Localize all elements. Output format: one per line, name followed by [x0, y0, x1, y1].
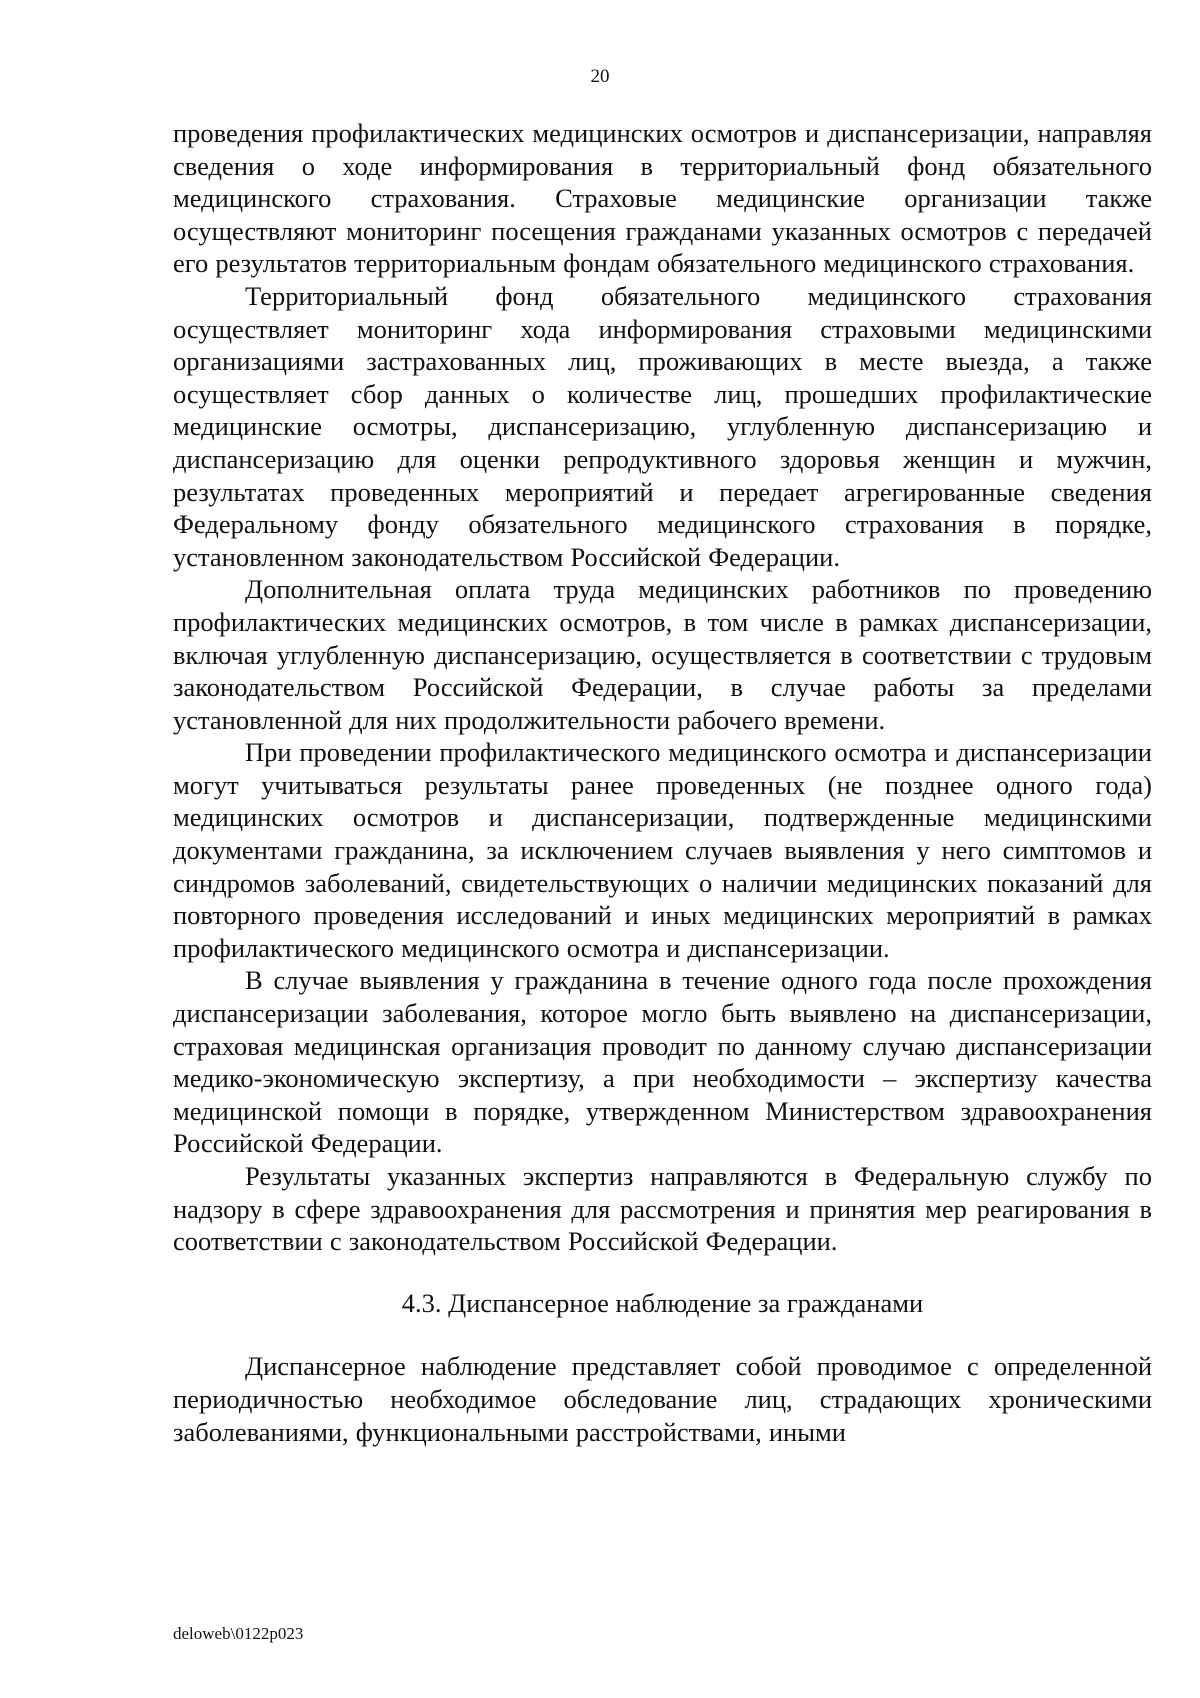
paragraph-6: Результаты указанных экспертиз направляются в Федеральную службу по надзору в сфере здравоохранения для рассмотрения и принятия мер реагирования в соответствии с законодательством Российской Федерации.: [173, 1161, 1152, 1257]
paragraph-1: проведения профилактических медицинских осмотров и диспансеризации, направляя сведения о ходе информирования в территориальный фонд обязательного медицинского страхования. Страховые медицинские организации также осуществляют мониторинг посещения гражданами указанных осмотров с передачей его результатов территориальным фондам обязательного медицинского страхования.: [173, 118, 1152, 279]
paragraph-3: Дополнительная оплата труда медицинских работников по проведению профилактических медицинских осмотров, в том числе в рамках диспансеризации, включая углубленную диспансеризацию, осуществляется в соответствии с трудовым законодательством Российской Федерации, в случае работы за пределами установленной для них продолжительности рабочего времени.: [173, 574, 1152, 735]
footer-reference: deloweb\0122p023: [173, 1624, 304, 1643]
section-heading: 4.3. Диспансерное наблюдение за гражданами: [401, 1287, 924, 1318]
paragraph-4: При проведении профилактического медицинского осмотра и диспансеризации могут учитываться результаты ранее проведенных (не позднее одного года) медицинских осмотров и диспансеризации, подтвержденные медицинскими документами гражданина, за исключением случаев выявления у него симптомов и синдромов заболеваний, свидетельствующих о наличии медицинских показаний для повторного проведения исследований и иных медицинских мероприятий в рамках профилактического медицинского осмотра и диспансеризации.: [173, 737, 1152, 963]
document-body: [173, 117, 1152, 1448]
paragraph-2: Территориальный фонд обязательного медицинского страхования осуществляет мониторинг хода информирования страховыми медицинскими организациями застрахованных лиц, проживающих в месте выезда, а также осуществляет сбор данных о количестве лиц, прошедших профилактические медицинские осмотры, диспансеризацию, углубленную диспансеризацию и диспансеризацию для оценки репродуктивного здоровья женщин и мужчин, результатах проведенных мероприятий и передает агрегированные сведения Федеральному фонду обязательного медицинского страхования в порядке, установленном законодательством Российской Федерации.: [173, 280, 1152, 572]
page-number: 20: [590, 66, 610, 87]
paragraph-5: В случае выявления у гражданина в течение одного года после прохождения диспансеризации заболевания, которое могло быть выявлено на диспансеризации, страховая медицинская организация проводит по данному случаю диспансеризации медико-экономическую экспертизу, а при необходимости – экспертизу качества медицинской помощи в порядке, утвержденном Министерством здравоохранения Российской Федерации.: [173, 965, 1152, 1159]
paragraph-7: Диспансерное наблюдение представляет собой проводимое с определенной периодичностью необходимое обследование лиц, страдающих хроническими заболеваниями, функциональными расстройствами, иными: [173, 1351, 1152, 1447]
